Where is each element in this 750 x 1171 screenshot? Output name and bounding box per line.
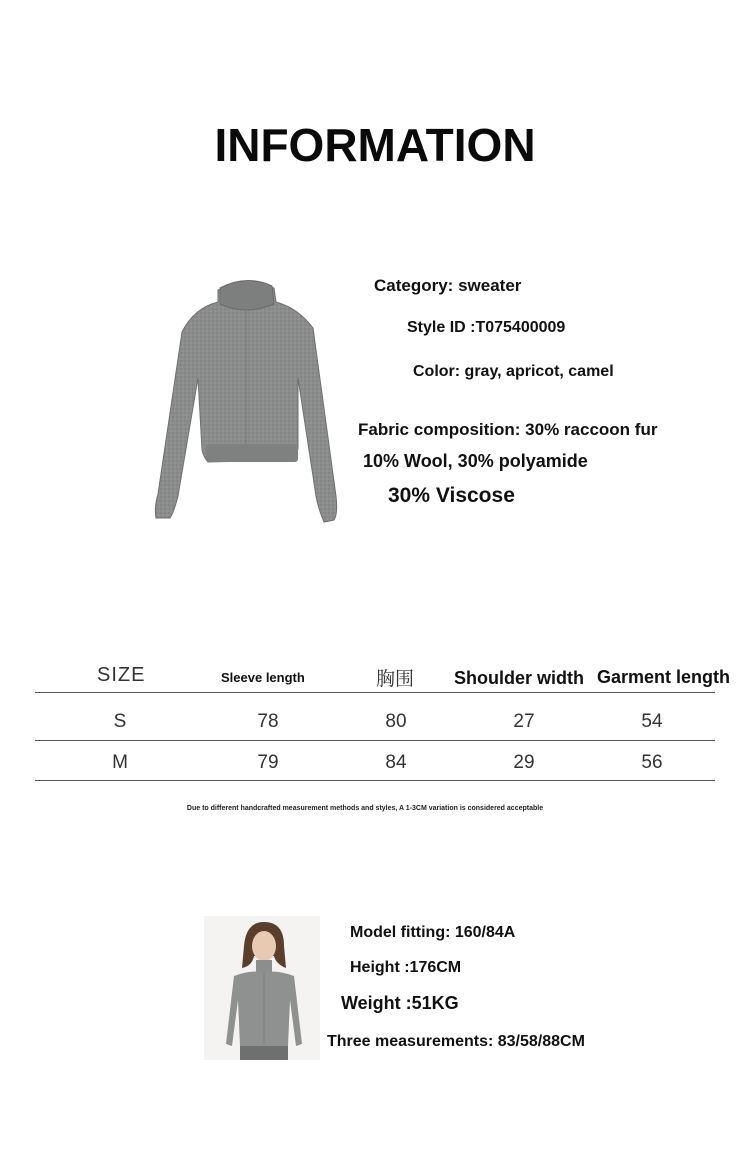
table-rule	[35, 740, 715, 741]
fabric-composition-line3: 30% Viscose	[388, 484, 515, 507]
table-cell: 80	[385, 711, 407, 732]
header-garment-length: Garment length	[597, 667, 731, 687]
table-cell: S	[113, 711, 127, 732]
table-cell: 56	[641, 752, 663, 773]
model-height-text: Height :176CM	[350, 959, 462, 976]
header-sleeve-length: Sleeve length	[221, 670, 305, 685]
model-fitting-text: Model fitting: 160/84A	[350, 924, 516, 941]
model-measurements-text: Three measurements: 83/58/88CM	[327, 1033, 585, 1050]
table-cell: M	[112, 752, 128, 773]
style-id-text: Style ID :T075400009	[407, 319, 566, 336]
header-shoulder-width: Shoulder width	[454, 668, 584, 688]
table-cell: 54	[641, 711, 663, 732]
model-photo	[204, 916, 320, 1060]
sweater-product-image	[148, 268, 344, 530]
table-cell: 29	[513, 752, 535, 773]
measurement-note: Due to different handcrafted measurement methods and styles, A 1-3CM variation is considered acceptable	[186, 805, 544, 812]
color-text: Color: gray, apricot, camel	[413, 363, 614, 380]
model-weight-text: Weight :51KG	[341, 993, 459, 1013]
page-title: INFORMATION	[214, 119, 536, 171]
header-bust: 胸围	[376, 669, 415, 690]
table-cell: 84	[385, 752, 407, 773]
table-cell: 27	[513, 711, 535, 732]
header-size: SIZE	[97, 664, 146, 686]
fabric-composition-text: Fabric composition: 30% raccoon fur	[358, 420, 658, 439]
table-cell: 78	[257, 711, 279, 732]
category-text: Category: sweater	[374, 276, 522, 295]
table-rule	[35, 780, 715, 781]
table-rule	[35, 692, 715, 693]
table-cell: 79	[257, 752, 279, 773]
fabric-composition-line2: 10% Wool, 30% polyamide	[363, 451, 588, 471]
